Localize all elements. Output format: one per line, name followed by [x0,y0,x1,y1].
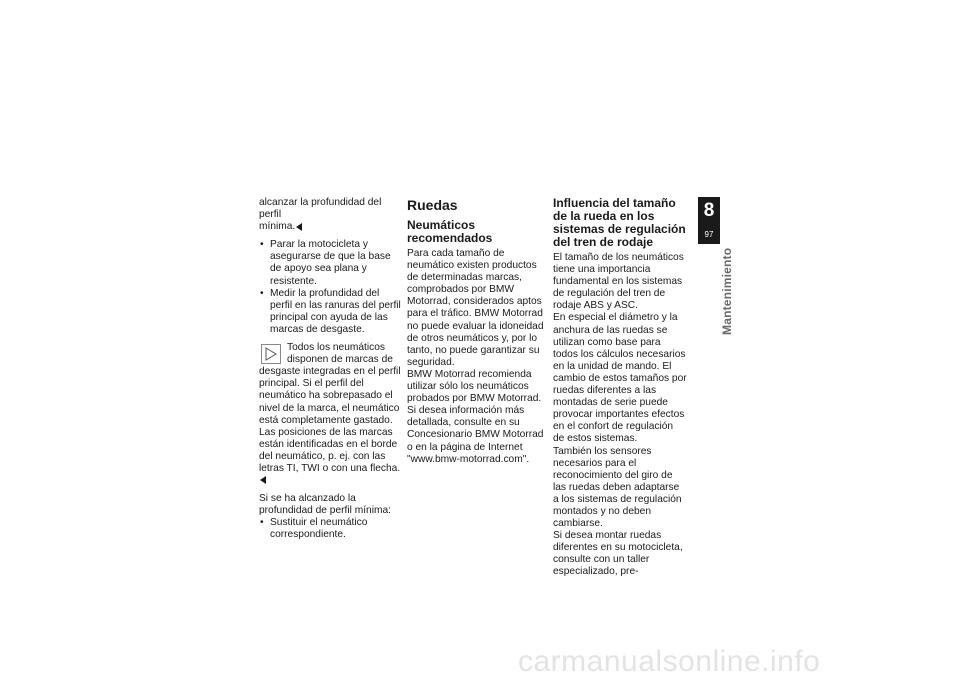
triangle-note-icon [261,344,281,364]
paragraph: También los sensores necesarios para el reconocimiento del giro de las ruedas deben adaptarse a los sistemas de regulación montados y no deben cambiarse. [553,445,682,530]
end-triangle-icon [260,476,266,484]
section-title: Ruedas [407,197,458,213]
chapter-tab [698,197,720,244]
paragraph: El tamaño de los neumáticos tiene una importancia fundamental en los sistemas de regulación del tren de rodaje ABS y ASC. [553,252,684,312]
page-number: 97 [704,230,714,239]
list-item: • Medir la profundidad del perfil en las ranuras del perfil principal con ayuda de las marcas de desgaste. [259,288,402,336]
intro-line-1: alcanzar la profundidad del perfil [259,197,382,221]
paragraph: Para cada tamaño de neumático existen productos de determinadas marcas, comprobados por BMW Motorrad, considerados aptos para el tráfico. BMW Motorrad no puede evaluar la idoneidad de otros neumáticos y, por lo tanto, no puede garantizar su seguridad. [407,248,544,368]
note-paragraph [259,342,402,487]
chapter-number: 8 [703,200,715,221]
intro-line-2 [259,221,402,233]
paragraph: Si desea montar ruedas diferentes en su motocicleta, consulte con un taller especializado, pre- [553,530,683,578]
bullet-list-final [259,517,402,541]
column-left [259,197,402,542]
end-triangle-icon [296,223,302,231]
list-item: • Sustituir el neumático correspondiente. [259,517,402,541]
paragraph: Si desea información más detallada, consulte en su Concesionario BMW Motorrad o en la página de Internet "www.bmw-motorrad.com". [407,405,544,465]
chapter-side-label: Mantenimiento [720,247,734,335]
paragraph: En especial el diámetro y la anchura de las ruedas se utilizan como base para todos los cálculos necesarios en la unidad de mando. El cambio de estos tamaños por ruedas diferentes a las montadas de serie puede provocar importantes efectos en el confort de regulación de estos sistemas. [553,312,687,445]
column-right [553,197,687,579]
section-heading: Influencia del tamaño de la rueda en los sistemas de regulación del tren de rodaje [553,196,686,249]
watermark: carmanualsonline.info [518,645,821,678]
list-item: • Parar la motocicleta y asegurarse de que la base de apoyo sea plana y resistente. [259,239,402,287]
condition-text: Si se ha alcanzado la profundidad de perfil mínima: [259,493,391,517]
note-text: Todos los neumáticos disponen de marcas de desgaste integradas en el perfil principal. Si el perfil del neumático ha sobrepasado el nivel de la marca, el neumático está completamente gastado. Las posiciones de las marcas están identificadas en el borde del neumático, p. ej. con las letras TI, TWI o con una flecha. [259,342,401,474]
paragraph: BMW Motorrad recomienda utilizar sólo los neumáticos probados por BMW Motorrad. [407,368,542,405]
intro-line-2-text: mínima. [259,221,296,233]
subsection-title: Neumáticos recomendados [407,218,493,245]
bullet-list [259,239,402,336]
column-middle [407,197,545,466]
